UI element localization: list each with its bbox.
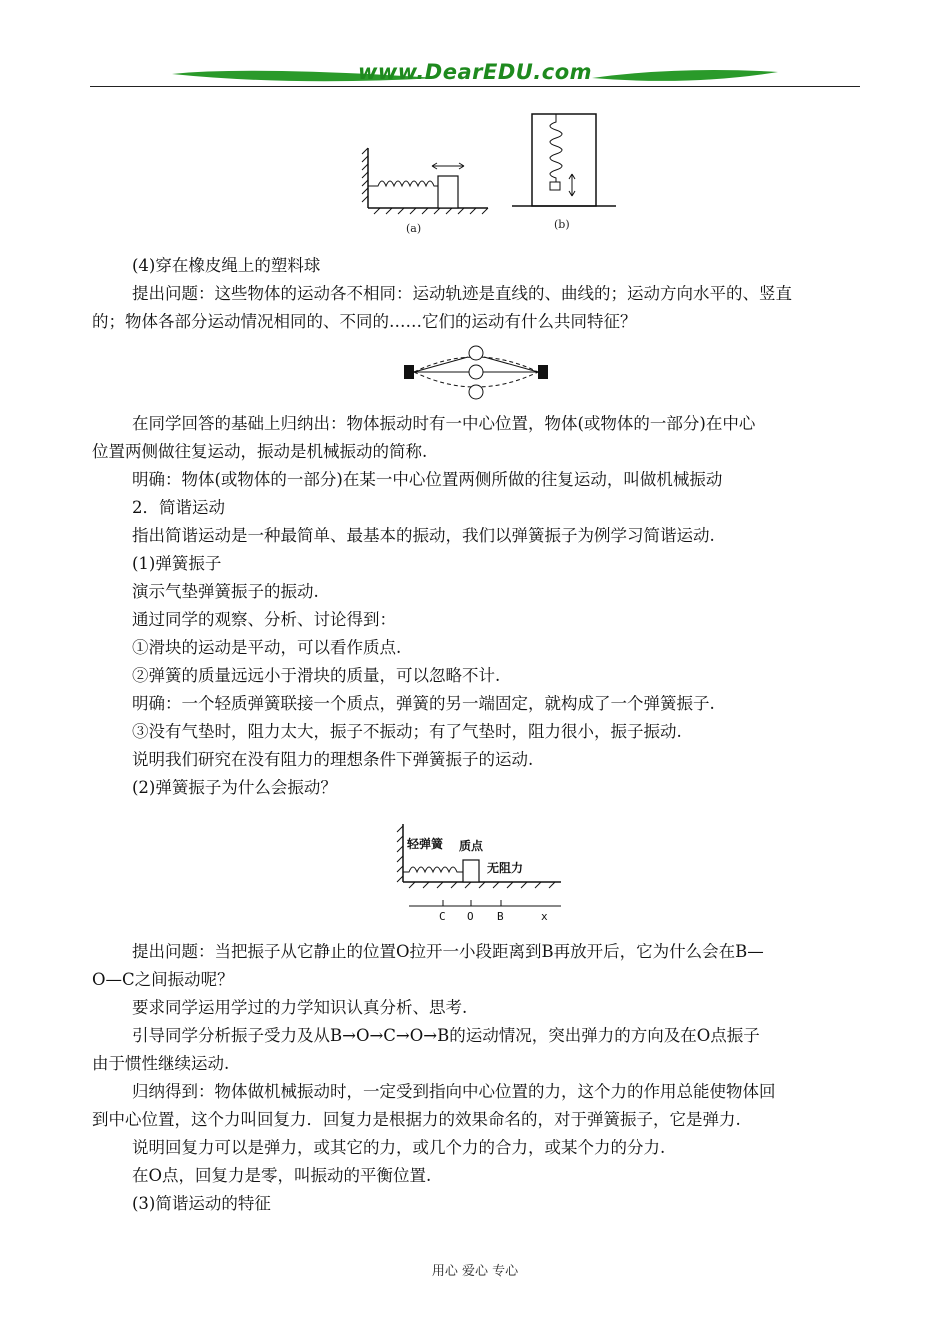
paragraph-17: (2)弹簧振子为什么会振动？ bbox=[132, 778, 337, 797]
paragraph-6: 明确：物体(或物体的一部分)在某一中心位置两侧所做的往复运动，叫做机械振动 bbox=[132, 470, 723, 489]
paragraph-8: 指出简谐运动是一种最简单、最基本的振动，我们以弹簧振子为例学习简谐运动. bbox=[132, 526, 715, 545]
paragraph-16: 说明我们研究在没有阻力的理想条件下弹簧振子的运动. bbox=[132, 750, 534, 769]
paragraph-15: ③没有气垫时，阻力太大，振子不振动；有了气垫时，阻力很小，振子振动. bbox=[132, 722, 682, 741]
paragraph-4: 在同学回答的基础上归纳出：物体振动时有一中心位置，物体(或物体的一部分)在中心 bbox=[132, 414, 756, 433]
figure-a-label: (a) bbox=[406, 222, 422, 235]
figure-b-vertical-spring bbox=[510, 110, 620, 235]
paragraph-13: ②弹簧的质量远远小于滑块的质量，可以忽略不计. bbox=[132, 666, 501, 685]
figure-a-horizontal-spring bbox=[360, 140, 500, 240]
figure-spring-oscillator bbox=[395, 818, 570, 926]
paragraph-22: 由于惯性继续运动. bbox=[92, 1054, 230, 1073]
paragraph-5: 位置两侧做往复运动，振动是机械振动的简称. bbox=[92, 442, 428, 461]
page-header bbox=[90, 58, 860, 92]
figure-rubber-cord-balls bbox=[400, 340, 552, 404]
paragraph-1: (4)穿在橡皮绳上的塑料球 bbox=[132, 256, 321, 275]
paragraph-3: 的；物体各部分运动情况相同的、不同的……它们的运动有什么共同特征？ bbox=[92, 312, 637, 331]
site-logo-text: www.DearEDU.com bbox=[357, 60, 593, 84]
spring-label: 轻弹簧 bbox=[407, 837, 444, 851]
paragraph-14: 明确：一个轻质弹簧联接一个质点，弹簧的另一端固定，就构成了一个弹簧振子. bbox=[132, 694, 715, 713]
tick-c: C bbox=[439, 910, 446, 923]
paragraph-21: 引导同学分析振子受力及从B→O→C→O→B的运动情况，突出弹力的方向及在O点振子 bbox=[132, 1026, 760, 1045]
paragraph-7: 2．简谐运动 bbox=[132, 498, 225, 517]
paragraph-10: 演示气垫弹簧振子的振动. bbox=[132, 582, 319, 601]
no-friction-label: 无阻力 bbox=[487, 861, 524, 875]
page-footer: 用心 爱心 专心 bbox=[431, 1264, 519, 1279]
figure-b-label: (b) bbox=[554, 218, 570, 231]
paragraph-26: 在O点，回复力是零，叫振动的平衡位置. bbox=[132, 1166, 432, 1185]
paragraph-24: 到中心位置，这个力叫回复力．回复力是根据力的效果命名的，对于弹簧振子，它是弹力. bbox=[92, 1110, 741, 1129]
tick-x: x bbox=[541, 910, 548, 923]
paragraph-25: 说明回复力可以是弹力，或其它的力，或几个力的合力，或某个力的分力. bbox=[132, 1138, 666, 1157]
paragraph-18: 提出问题：当把振子从它静止的位置O拉开一小段距离到B再放开后，它为什么会在B— bbox=[132, 942, 764, 961]
paragraph-11: 通过同学的观察、分析、讨论得到： bbox=[132, 610, 396, 629]
paragraph-20: 要求同学运用学过的力学知识认真分析、思考. bbox=[132, 998, 468, 1017]
paragraph-23: 归纳得到：物体做机械振动时，一定受到指向中心位置的力，这个力的作用总能使物体回 bbox=[132, 1082, 776, 1101]
tick-b: B bbox=[497, 910, 504, 923]
header-rule bbox=[90, 86, 860, 87]
mass-label: 质点 bbox=[459, 839, 484, 853]
paragraph-19: O—C之间振动呢？ bbox=[92, 970, 234, 989]
tick-o: O bbox=[467, 910, 474, 923]
paragraph-9: (1)弹簧振子 bbox=[132, 554, 222, 573]
paragraph-2: 提出问题：这些物体的运动各不相同：运动轨迹是直线的、曲线的；运动方向水平的、竖直 bbox=[132, 284, 792, 303]
paragraph-12: ①滑块的运动是平动，可以看作质点. bbox=[132, 638, 402, 657]
paragraph-27: (3)简谐运动的特征 bbox=[132, 1194, 271, 1213]
